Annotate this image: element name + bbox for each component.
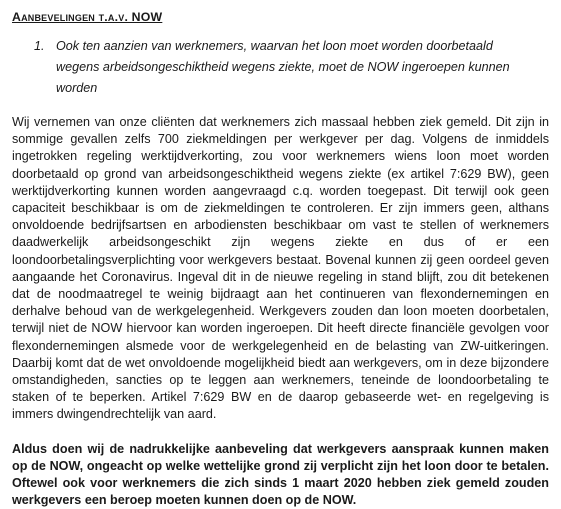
body-paragraph: Wij vernemen van onze cliënten dat werknemers zich massaal hebben ziek gemeld. Dit zijn in sommige gevallen zelfs 700 ziekmeldingen per werkgever per dag. Volgens de inmiddels ingetrokken regeling werktijdverkorting, zou voor werknemers wiens loon moet worden doorbetaald op grond van arbeidsongeschiktheid wegens ziekte (ex artikel 7:629 BW), geen werktijdverkorting kunnen worden aangevraagd c.q. worden toegepast. Dit terwijl ook geen capaciteit beschikbaar is om de ziekmeldingen te controleren. Er zijn immers geen, althans onvoldoende bedrijfsartsen en arbodiensten beschikbaar om vast te stellen of werknemers daadwerkelijk arbeidsongeschikt zijn wegens ziekte en dus of er een loondoorbetalingsverplichting voor werkgevers bestaat. Bovenal kunnen zij geen oordeel geven aangaande het Coronavirus. Ingeval dit in de nieuwe regeling in stand blijft, zou dit betekenen dat de noodmaatregel te weinig bijdraagt aan het continueren van flexondernemingen en derhalve behoud van de werkgelegenheid. Werkgevers zouden dan loon moeten doorbetalen, terwijl niet de NOW hiervoor kan worden ingeroepen. Dit heeft directe financiële gevolgen voor flexondernemingen alsmede voor de werkgelegenheid en de belasting van ZW-uitkeringen. Daarbij komt dat de wet onvoldoende mogelijkheid biedt aan werkgevers, om in deze bijzondere omstandigheden, sancties op te leggen aan werknemers, teneinde de loondoorbetaling te staken of te beperken. Artikel 7:629 BW en de daarop gebaseerde wet- en regelgeving is immers dwingendrechtelijk van aard. (12, 115, 549, 422)
section-heading: Aanbevelingen t.a.v. NOW (12, 10, 163, 24)
conclusion-paragraph: Aldus doen wij de nadrukkelijke aanbeveling dat werkgevers aanspraak kunnen maken op de NOW, ongeacht op welke wettelijke grond zij verplicht zijn het loon door te betalen. Oftewel ook voor werknemers die zich sinds 1 maart 2020 hebben ziek gemeld zouden werkgevers een beroep moeten kunnen doen op de NOW. (12, 441, 549, 508)
recommendation-list-item (34, 36, 549, 99)
list-item-text: Ook ten aanzien van werknemers, waarvan het loon moet worden doorbetaald wegens arbeidsongeschiktheid wegens ziekte, moet de NOW ingeroepen kunnen worden (56, 39, 510, 95)
list-item-number: 1. (34, 39, 45, 53)
